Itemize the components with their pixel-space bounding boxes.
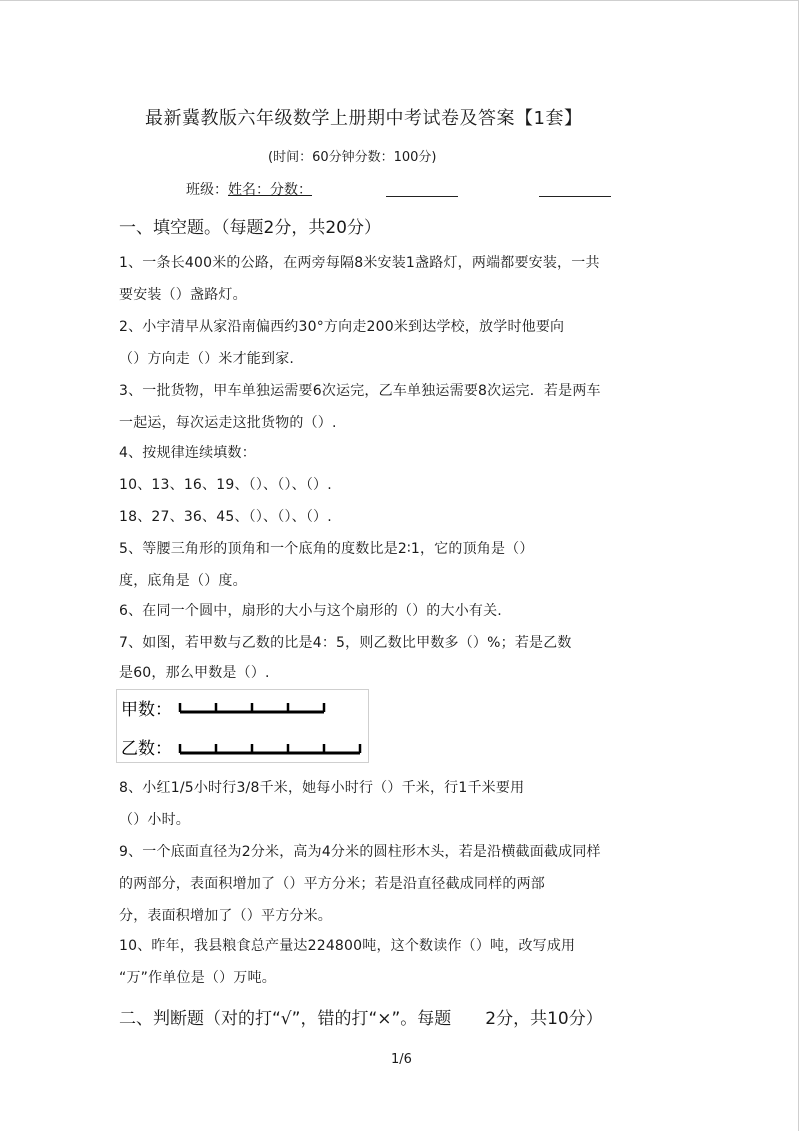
jia-label: 甲数： bbox=[121, 700, 172, 720]
q4-line3: 18、27、36、45、（）、（）、（）. bbox=[119, 509, 332, 525]
q10-line2: “万”作单位是（）万吨。 bbox=[119, 970, 276, 986]
yi-segment-bar bbox=[180, 744, 360, 753]
q9-line3: 分，表面积增加了（）平方分米。 bbox=[119, 908, 332, 924]
q4-line1: 4、按规律连续填数： bbox=[119, 445, 256, 461]
score-blank[interactable] bbox=[539, 196, 611, 197]
q10-line1: 10、昨年，我县粮食总产量达224800吨，这个数读作（）吨，改写成用 bbox=[119, 938, 576, 954]
q8-line2: （）小时。 bbox=[119, 812, 190, 828]
q1-line1: 1、一条长400米的公路，在两旁每隔8米安装1盏路灯，两端都要安装，一共 bbox=[119, 255, 600, 271]
q1-line2: 要安装（）盏路灯。 bbox=[119, 287, 247, 303]
exam-time-score: (时间：60分钟分数：100分) bbox=[268, 150, 437, 165]
q8-line1: 8、小红1/5小时行3/8千米，她每小时行（）千米，行1千米要用 bbox=[119, 780, 525, 796]
q2-line1: 2、小宇清早从家沿南偏西约30°方向走200米到达学校，放学时他要向 bbox=[119, 319, 565, 335]
q5-line2: 度，底角是（）度。 bbox=[119, 573, 247, 589]
q3-line1: 3、一批货物，甲车单独运需要6次运完，乙车单独运需要8次运完．若是两车 bbox=[119, 383, 601, 399]
student-info-line bbox=[186, 179, 312, 199]
section-2-heading: 二、判断题（对的打“√”，错的打“×”。每题 2分，共10分） bbox=[119, 1009, 603, 1029]
q9-line1: 9、一个底面直径为2分米，高为4分米的圆柱形木头，若是沿横截面截成同样 bbox=[119, 844, 601, 860]
q3-line2: 一起运，每次运走这批货物的（）. bbox=[119, 415, 337, 431]
class-label: 班级： bbox=[186, 182, 228, 198]
name-score-label: 姓名：分数： bbox=[228, 182, 312, 198]
segment-bars bbox=[117, 690, 368, 762]
q7-line1: 7、如图，若甲数与乙数的比是4：5，则乙数比甲数多（）%；若是乙数 bbox=[119, 635, 572, 651]
name-blank[interactable] bbox=[386, 196, 458, 197]
section-1-heading: 一、填空题。（每题2分，共20分） bbox=[119, 218, 381, 238]
q9-line2: 的两部分，表面积增加了（）平方分米；若是沿直径截成同样的两部 bbox=[119, 876, 545, 892]
page-number: 1/6 bbox=[391, 1052, 412, 1067]
q6-line1: 6、在同一个圆中，扇形的大小与这个扇形的（）的大小有关. bbox=[119, 603, 502, 619]
q5-line1: 5、等腰三角形的顶角和一个底角的度数比是2∶1，它的顶角是（） bbox=[119, 541, 534, 557]
q7-line2: 是60，那么甲数是（）. bbox=[119, 665, 270, 681]
yi-label: 乙数： bbox=[121, 739, 172, 759]
q4-line2: 10、13、16、19、（）、（）、（）. bbox=[119, 477, 332, 493]
q2-line2: （）方向走（）米才能到家. bbox=[119, 351, 295, 367]
jia-segment-bar bbox=[180, 703, 324, 712]
ratio-segment-figure bbox=[116, 689, 369, 763]
page-title: 最新冀教版六年级数学上册期中考试卷及答案【1套】 bbox=[145, 108, 583, 129]
